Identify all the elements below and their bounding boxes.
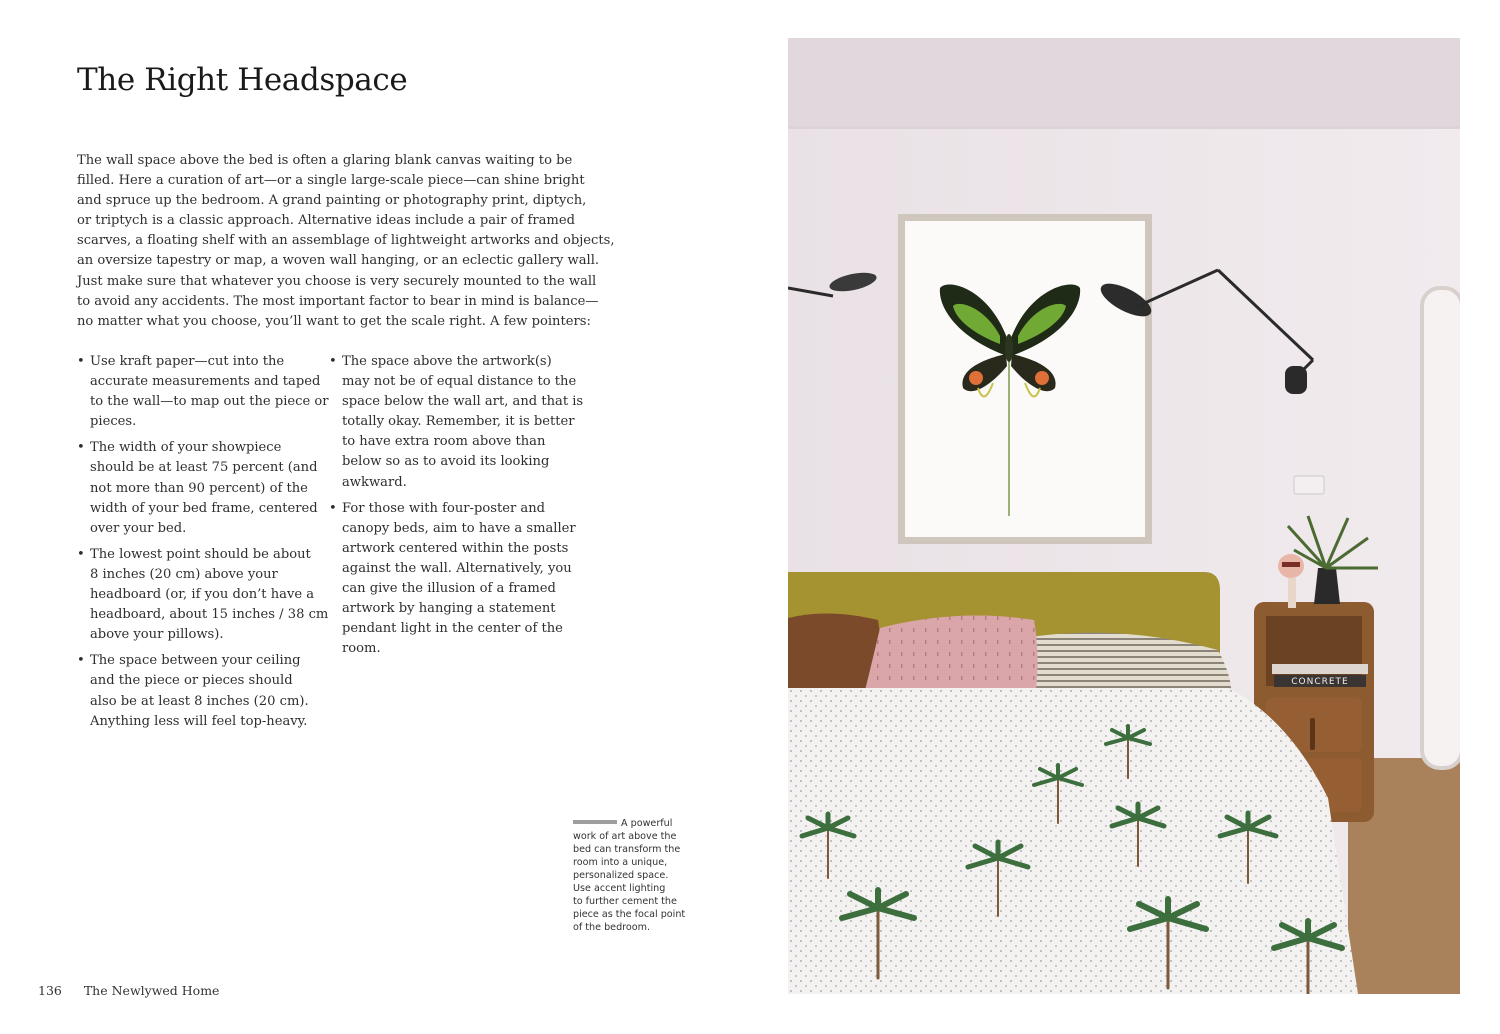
pointer-line: can give the illusion of a framed xyxy=(342,581,556,597)
pointers-list-right xyxy=(329,352,584,665)
intro-paragraph xyxy=(77,151,615,332)
pointer-line: below so as to avoid its looking xyxy=(342,454,550,470)
pointer-line: • The space above the artwork(s) xyxy=(342,354,552,369)
bedroom-illustration xyxy=(788,38,1460,994)
page-title: The Right Headspace xyxy=(77,62,408,98)
intro-line: and spruce up the bedroom. A grand painting or photography print, diptych, xyxy=(77,193,587,209)
cornice xyxy=(788,126,1460,129)
bedroom-photo xyxy=(788,38,1460,994)
book-spine-text: CONCRETE xyxy=(1291,677,1349,687)
caption-line: personalized space. xyxy=(573,870,669,881)
pointer-line: against the wall. Alternatively, you xyxy=(342,560,572,576)
caption-line xyxy=(573,817,693,830)
pointer-item xyxy=(77,352,329,432)
pointer-item xyxy=(329,352,584,493)
caption-rule xyxy=(573,820,617,824)
pointers-list-left xyxy=(77,352,329,738)
pointer-line: • Use kraft paper—cut into the xyxy=(90,354,285,369)
caption-line: of the bedroom. xyxy=(573,922,651,933)
pointer-line: not more than 90 percent) of the xyxy=(90,480,308,496)
pointer-line: • The width of your showpiece xyxy=(90,440,282,456)
light-switch xyxy=(1294,476,1324,494)
pointer-line: totally okay. Remember, it is better xyxy=(342,414,575,430)
pointer-line: over your bed. xyxy=(90,520,187,536)
pointer-line: 8 inches (20 cm) above your xyxy=(90,566,278,582)
intro-line: scarves, a floating shelf with an assemblage of lightweight artworks and objects, xyxy=(77,233,615,249)
floor-mirror xyxy=(1422,288,1460,768)
pointer-item xyxy=(77,651,309,731)
pointer-line: pieces. xyxy=(90,414,137,430)
pointer-line: canopy beds, aim to have a smaller xyxy=(342,520,576,536)
pointer-line: artwork by hanging a statement xyxy=(342,601,556,617)
pointer-line: artwork centered within the posts xyxy=(342,540,569,556)
ceiling xyxy=(788,38,1460,128)
page-footer xyxy=(38,983,219,998)
pointer-line: • The lowest point should be about xyxy=(90,546,311,562)
pointer-line: headboard, about 15 inches / 38 cm xyxy=(90,607,329,623)
pointer-line: also be at least 8 inches (20 cm). xyxy=(90,693,309,709)
pointer-line: may not be of equal distance to the xyxy=(342,374,577,390)
pointer-line: space below the wall art, and that is xyxy=(342,394,584,410)
pointer-line: Anything less will feel top-heavy. xyxy=(90,713,308,729)
intro-line: or triptych is a classic approach. Alternative ideas include a pair of framed xyxy=(77,213,575,229)
caption-line: bed can transform the xyxy=(573,844,681,855)
caption-line: to further cement the xyxy=(573,896,677,907)
intro-line: The wall space above the bed is often a glaring blank canvas waiting to be xyxy=(77,153,573,168)
caption-text: A powerful xyxy=(621,818,673,829)
pointer-line: • For those with four-poster and xyxy=(342,500,546,516)
caption-line: piece as the focal point xyxy=(573,909,686,920)
intro-line: an oversize tapestry or map, a woven wall hanging, or an eclectic gallery wall. xyxy=(77,253,600,269)
intro-line: to avoid any accidents. The most important factor to bear in mind is balance— xyxy=(77,293,599,309)
intro-line: Just make sure that whatever you choose is very securely mounted to the wall xyxy=(77,273,597,289)
page-number: 136 xyxy=(38,983,62,998)
pointer-line: should be at least 75 percent (and xyxy=(90,460,318,476)
pointer-line: awkward. xyxy=(342,474,407,490)
pointer-line: and the piece or pieces should xyxy=(90,673,293,689)
caption-line: room into a unique, xyxy=(573,857,668,868)
intro-line: filled. Here a curation of art—or a single large-scale piece—can shine bright xyxy=(77,173,585,189)
pointer-line: width of your bed frame, centered xyxy=(90,500,318,516)
pointer-item xyxy=(329,499,576,660)
pointer-line: accurate measurements and taped xyxy=(90,374,321,390)
pointer-item xyxy=(77,438,318,538)
pointer-line: room. xyxy=(342,641,381,657)
photo-caption xyxy=(573,817,693,934)
running-title: The Newlywed Home xyxy=(83,983,220,998)
pointer-line: pendant light in the center of the xyxy=(342,621,563,637)
pointer-line: above your pillows). xyxy=(90,627,224,643)
pointer-line: headboard (or, if you don’t have a xyxy=(90,587,315,603)
pointer-line: • The space between your ceiling xyxy=(90,653,301,669)
pointer-line: to the wall—to map out the piece or xyxy=(90,394,329,410)
caption-line: Use accent lighting xyxy=(573,883,666,894)
pointer-line: to have extra room above than xyxy=(342,434,546,450)
pointer-item xyxy=(77,545,329,645)
intro-line: no matter what you choose, you’ll want to get the scale right. A few pointers: xyxy=(77,313,591,329)
caption-line: work of art above the xyxy=(573,831,677,842)
